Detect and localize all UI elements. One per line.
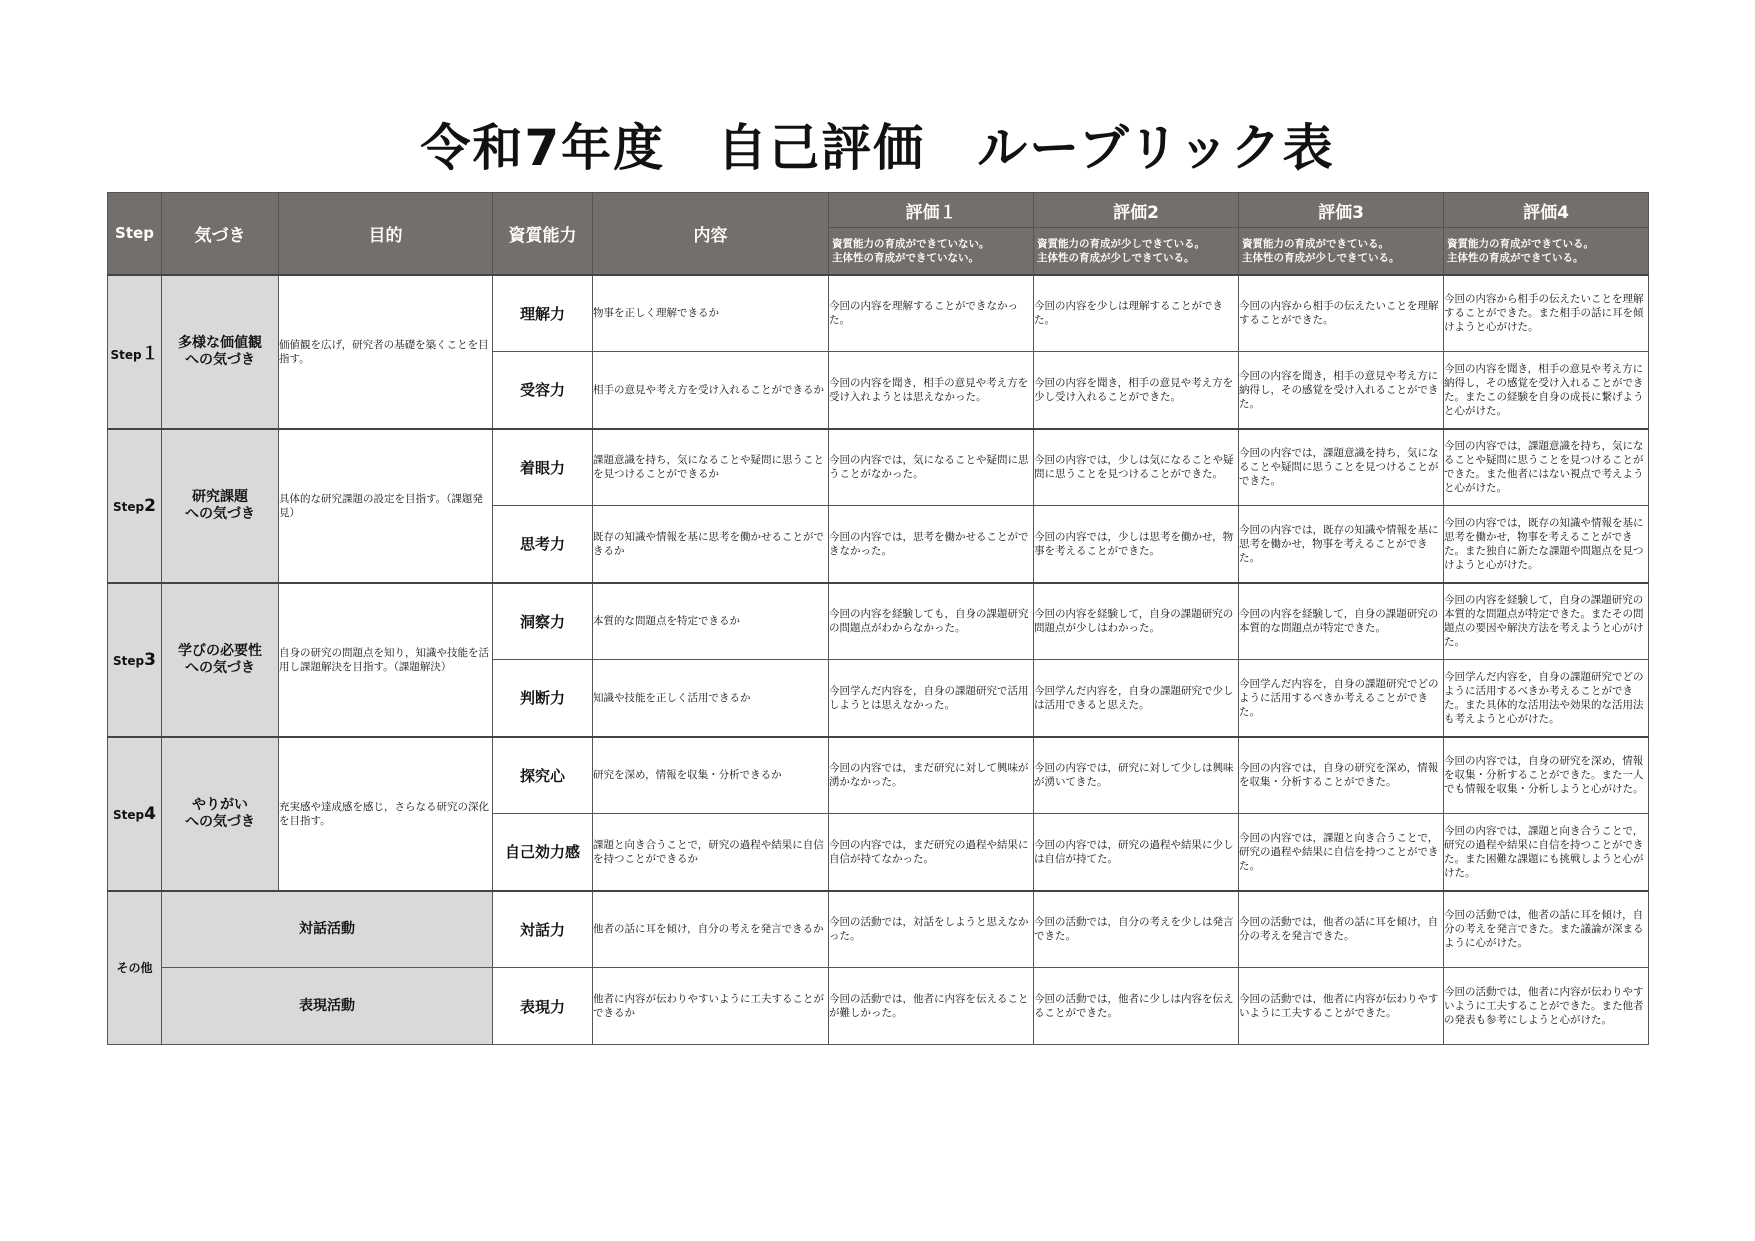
header-eval-3: 評価3	[1239, 193, 1444, 228]
header-step: Step	[108, 193, 162, 275]
header-ability: 資質能力	[493, 193, 593, 275]
eval-cell: 今回の活動では，他者に少しは内容を伝えることができた。	[1034, 968, 1239, 1045]
ability-cell: 表現力	[493, 968, 593, 1045]
eval-cell: 今回の内容では，課題意識を持ち，気になることや疑問に思うことを見つけることができた。	[1239, 429, 1444, 506]
eval-cell: 今回の内容を少しは理解することができた。	[1034, 275, 1239, 352]
eval-cell: 今回の活動では，他者に内容が伝わりやすいように工夫することができた。また他者の発表も参考にしようと心がけた。	[1444, 968, 1649, 1045]
eval-cell: 今回の内容では，既存の知識や情報を基に思考を働かせ，物事を考えることができた。また独自に新たな課題や問題点を見つけようと心がけた。	[1444, 506, 1649, 583]
content-cell: 課題意識を持ち，気になることや疑問に思うことを見つけることができるか	[593, 429, 829, 506]
eval-cell: 今回の内容を経験して，自身の課題研究の問題点が少しはわかった。	[1034, 583, 1239, 660]
eval-cell: 今回の内容を経験しても，自身の課題研究の問題点がわからなかった。	[829, 583, 1034, 660]
ability-cell: 判断力	[493, 660, 593, 737]
step-label: Step１	[108, 275, 162, 429]
ability-cell: 着眼力	[493, 429, 593, 506]
eval-cell: 今回の内容では，既存の知識や情報を基に思考を働かせ，物事を考えることができた。	[1239, 506, 1444, 583]
eval-cell: 今回の内容では，少しは思考を働かせ，物事を考えることができた。	[1034, 506, 1239, 583]
eval-cell: 今回の内容では，まだ研究に対して興味が湧かなかった。	[829, 737, 1034, 814]
header-eval-1-desc: 資質能力の育成ができていない。 主体性の育成ができていない。	[829, 228, 1034, 275]
table-row	[108, 275, 1649, 352]
activity-cell: 表現活動	[162, 968, 493, 1045]
ability-cell: 探究心	[493, 737, 593, 814]
eval-cell: 今回学んだ内容を，自身の課題研究でどのように活用するべきか考えることができた。	[1239, 660, 1444, 737]
header-eval-1: 評価１	[829, 193, 1034, 228]
header-row	[108, 193, 1649, 228]
purpose-cell: 価値観を広げ，研究者の基礎を築くことを目指す。	[279, 275, 493, 429]
content-cell: 知識や技能を正しく活用できるか	[593, 660, 829, 737]
ability-cell: 思考力	[493, 506, 593, 583]
awareness-cell: 研究課題 への気づき	[162, 429, 279, 583]
eval-cell: 今回の内容を経験して，自身の課題研究の本質的な問題点が特定できた。またその問題点の要因や解決方法を考えようと心がけた。	[1444, 583, 1649, 660]
eval-cell: 今回の内容を聞き，相手の意見や考え方に納得し，その感覚を受け入れることができた。	[1239, 352, 1444, 429]
ability-cell: 受容力	[493, 352, 593, 429]
eval-cell: 今回の内容を聞き，相手の意見や考え方を受け入れようとは思えなかった。	[829, 352, 1034, 429]
eval-cell: 今回の内容では，課題と向き合うことで，研究の過程や結果に自信を持つことができた。	[1239, 814, 1444, 891]
table-row	[108, 737, 1649, 814]
content-cell: 既存の知識や情報を基に思考を働かせることができるか	[593, 506, 829, 583]
eval-cell: 今回学んだ内容を，自身の課題研究でどのように活用するべきか考えることができた。また具体的な活用法や効果的な活用法も考えようと心がけた。	[1444, 660, 1649, 737]
table-row	[108, 583, 1649, 660]
eval-cell: 今回の内容では，まだ研究の過程や結果に自信が持てなかった。	[829, 814, 1034, 891]
eval-cell: 今回の内容を経験して，自身の課題研究の本質的な問題点が特定できた。	[1239, 583, 1444, 660]
content-cell: 他者の話に耳を傾け，自分の考えを発言できるか	[593, 891, 829, 968]
eval-cell: 今回の内容から相手の伝えたいことを理解することができた。また相手の話に耳を傾けようと心がけた。	[1444, 275, 1649, 352]
header-eval-3-desc: 資質能力の育成ができている。 主体性の育成が少しできている。	[1239, 228, 1444, 275]
rubric-table	[107, 192, 1649, 1045]
content-cell: 他者に内容が伝わりやすいように工夫することができるか	[593, 968, 829, 1045]
awareness-cell: やりがい への気づき	[162, 737, 279, 891]
eval-cell: 今回の内容を理解することができなかった。	[829, 275, 1034, 352]
header-eval-2-desc: 資質能力の育成が少しできている。 主体性の育成が少しできている。	[1034, 228, 1239, 275]
header-eval-2: 評価2	[1034, 193, 1239, 228]
table-row	[108, 891, 1649, 968]
purpose-cell: 自身の研究の問題点を知り，知識や技能を活用し課題解決を目指す。（課題解決）	[279, 583, 493, 737]
ability-cell: 自己効力感	[493, 814, 593, 891]
content-cell: 本質的な問題点を特定できるか	[593, 583, 829, 660]
eval-cell: 今回の内容を聞き，相手の意見や考え方を少し受け入れることができた。	[1034, 352, 1239, 429]
eval-cell: 今回学んだ内容を，自身の課題研究で少しは活用できると思えた。	[1034, 660, 1239, 737]
ability-cell: 理解力	[493, 275, 593, 352]
activity-cell: 対話活動	[162, 891, 493, 968]
eval-cell: 今回の活動では，対話をしようと思えなかった。	[829, 891, 1034, 968]
eval-cell: 今回の内容では，少しは気になることや疑問に思うことを見つけることができた。	[1034, 429, 1239, 506]
eval-cell: 今回の活動では，自分の考えを少しは発言できた。	[1034, 891, 1239, 968]
content-cell: 課題と向き合うことで，研究の過程や結果に自信を持つことができるか	[593, 814, 829, 891]
eval-cell: 今回の活動では，他者の話に耳を傾け，自分の考えを発言できた。また議論が深まるように心がけた。	[1444, 891, 1649, 968]
eval-cell: 今回の内容では，課題意識を持ち，気になることや疑問に思うことを見つけることができた。また他者にはない視点で考えようと心がけた。	[1444, 429, 1649, 506]
step-label: Step3	[108, 583, 162, 737]
step-label: Step2	[108, 429, 162, 583]
content-cell: 物事を正しく理解できるか	[593, 275, 829, 352]
header-eval-4-desc: 資質能力の育成ができている。 主体性の育成ができている。	[1444, 228, 1649, 275]
eval-cell: 今回の内容では，課題と向き合うことで，研究の過程や結果に自信を持つことができた。また困難な課題にも挑戦しようと心がけた。	[1444, 814, 1649, 891]
eval-cell: 今回の内容では，研究の過程や結果に少しは自信が持てた。	[1034, 814, 1239, 891]
eval-cell: 今回学んだ内容を，自身の課題研究で活用しようとは思えなかった。	[829, 660, 1034, 737]
header-awareness: 気づき	[162, 193, 279, 275]
eval-cell: 今回の内容から相手の伝えたいことを理解することができた。	[1239, 275, 1444, 352]
table-row	[108, 429, 1649, 506]
header-purpose: 目的	[279, 193, 493, 275]
eval-cell: 今回の内容では，自身の研究を深め，情報を収集・分析することができた。また一人でも情報を収集・分析しようと心がけた。	[1444, 737, 1649, 814]
ability-cell: 洞察力	[493, 583, 593, 660]
eval-cell: 今回の活動では，他者に内容を伝えることが難しかった。	[829, 968, 1034, 1045]
eval-cell: 今回の活動では，他者に内容が伝わりやすいように工夫することができた。	[1239, 968, 1444, 1045]
header-content: 内容	[593, 193, 829, 275]
ability-cell: 対話力	[493, 891, 593, 968]
purpose-cell: 具体的な研究課題の設定を目指す。（課題発見）	[279, 429, 493, 583]
header-eval-4: 評価4	[1444, 193, 1649, 228]
content-cell: 研究を深め，情報を収集・分析できるか	[593, 737, 829, 814]
awareness-cell: 学びの必要性 への気づき	[162, 583, 279, 737]
eval-cell: 今回の活動では，他者の話に耳を傾け，自分の考えを発言できた。	[1239, 891, 1444, 968]
step-label: Step4	[108, 737, 162, 891]
table-row	[108, 968, 1649, 1045]
page-title: 令和7年度 自己評価 ルーブリック表	[420, 119, 1335, 177]
eval-cell: 今回の内容では，研究に対して少しは興味が湧いてきた。	[1034, 737, 1239, 814]
eval-cell: 今回の内容では，気になることや疑問に思うことがなかった。	[829, 429, 1034, 506]
awareness-cell: 多様な価値観 への気づき	[162, 275, 279, 429]
purpose-cell: 充実感や達成感を感じ，さらなる研究の深化を目指す。	[279, 737, 493, 891]
content-cell: 相手の意見や考え方を受け入れることができるか	[593, 352, 829, 429]
eval-cell: 今回の内容では，自身の研究を深め，情報を収集・分析することができた。	[1239, 737, 1444, 814]
other-label: その他	[108, 891, 162, 1045]
eval-cell: 今回の内容では，思考を働かせることができなかった。	[829, 506, 1034, 583]
eval-cell: 今回の内容を聞き，相手の意見や考え方に納得し，その感覚を受け入れることができた。またこの経験を自身の成長に繋げようと心がけた。	[1444, 352, 1649, 429]
